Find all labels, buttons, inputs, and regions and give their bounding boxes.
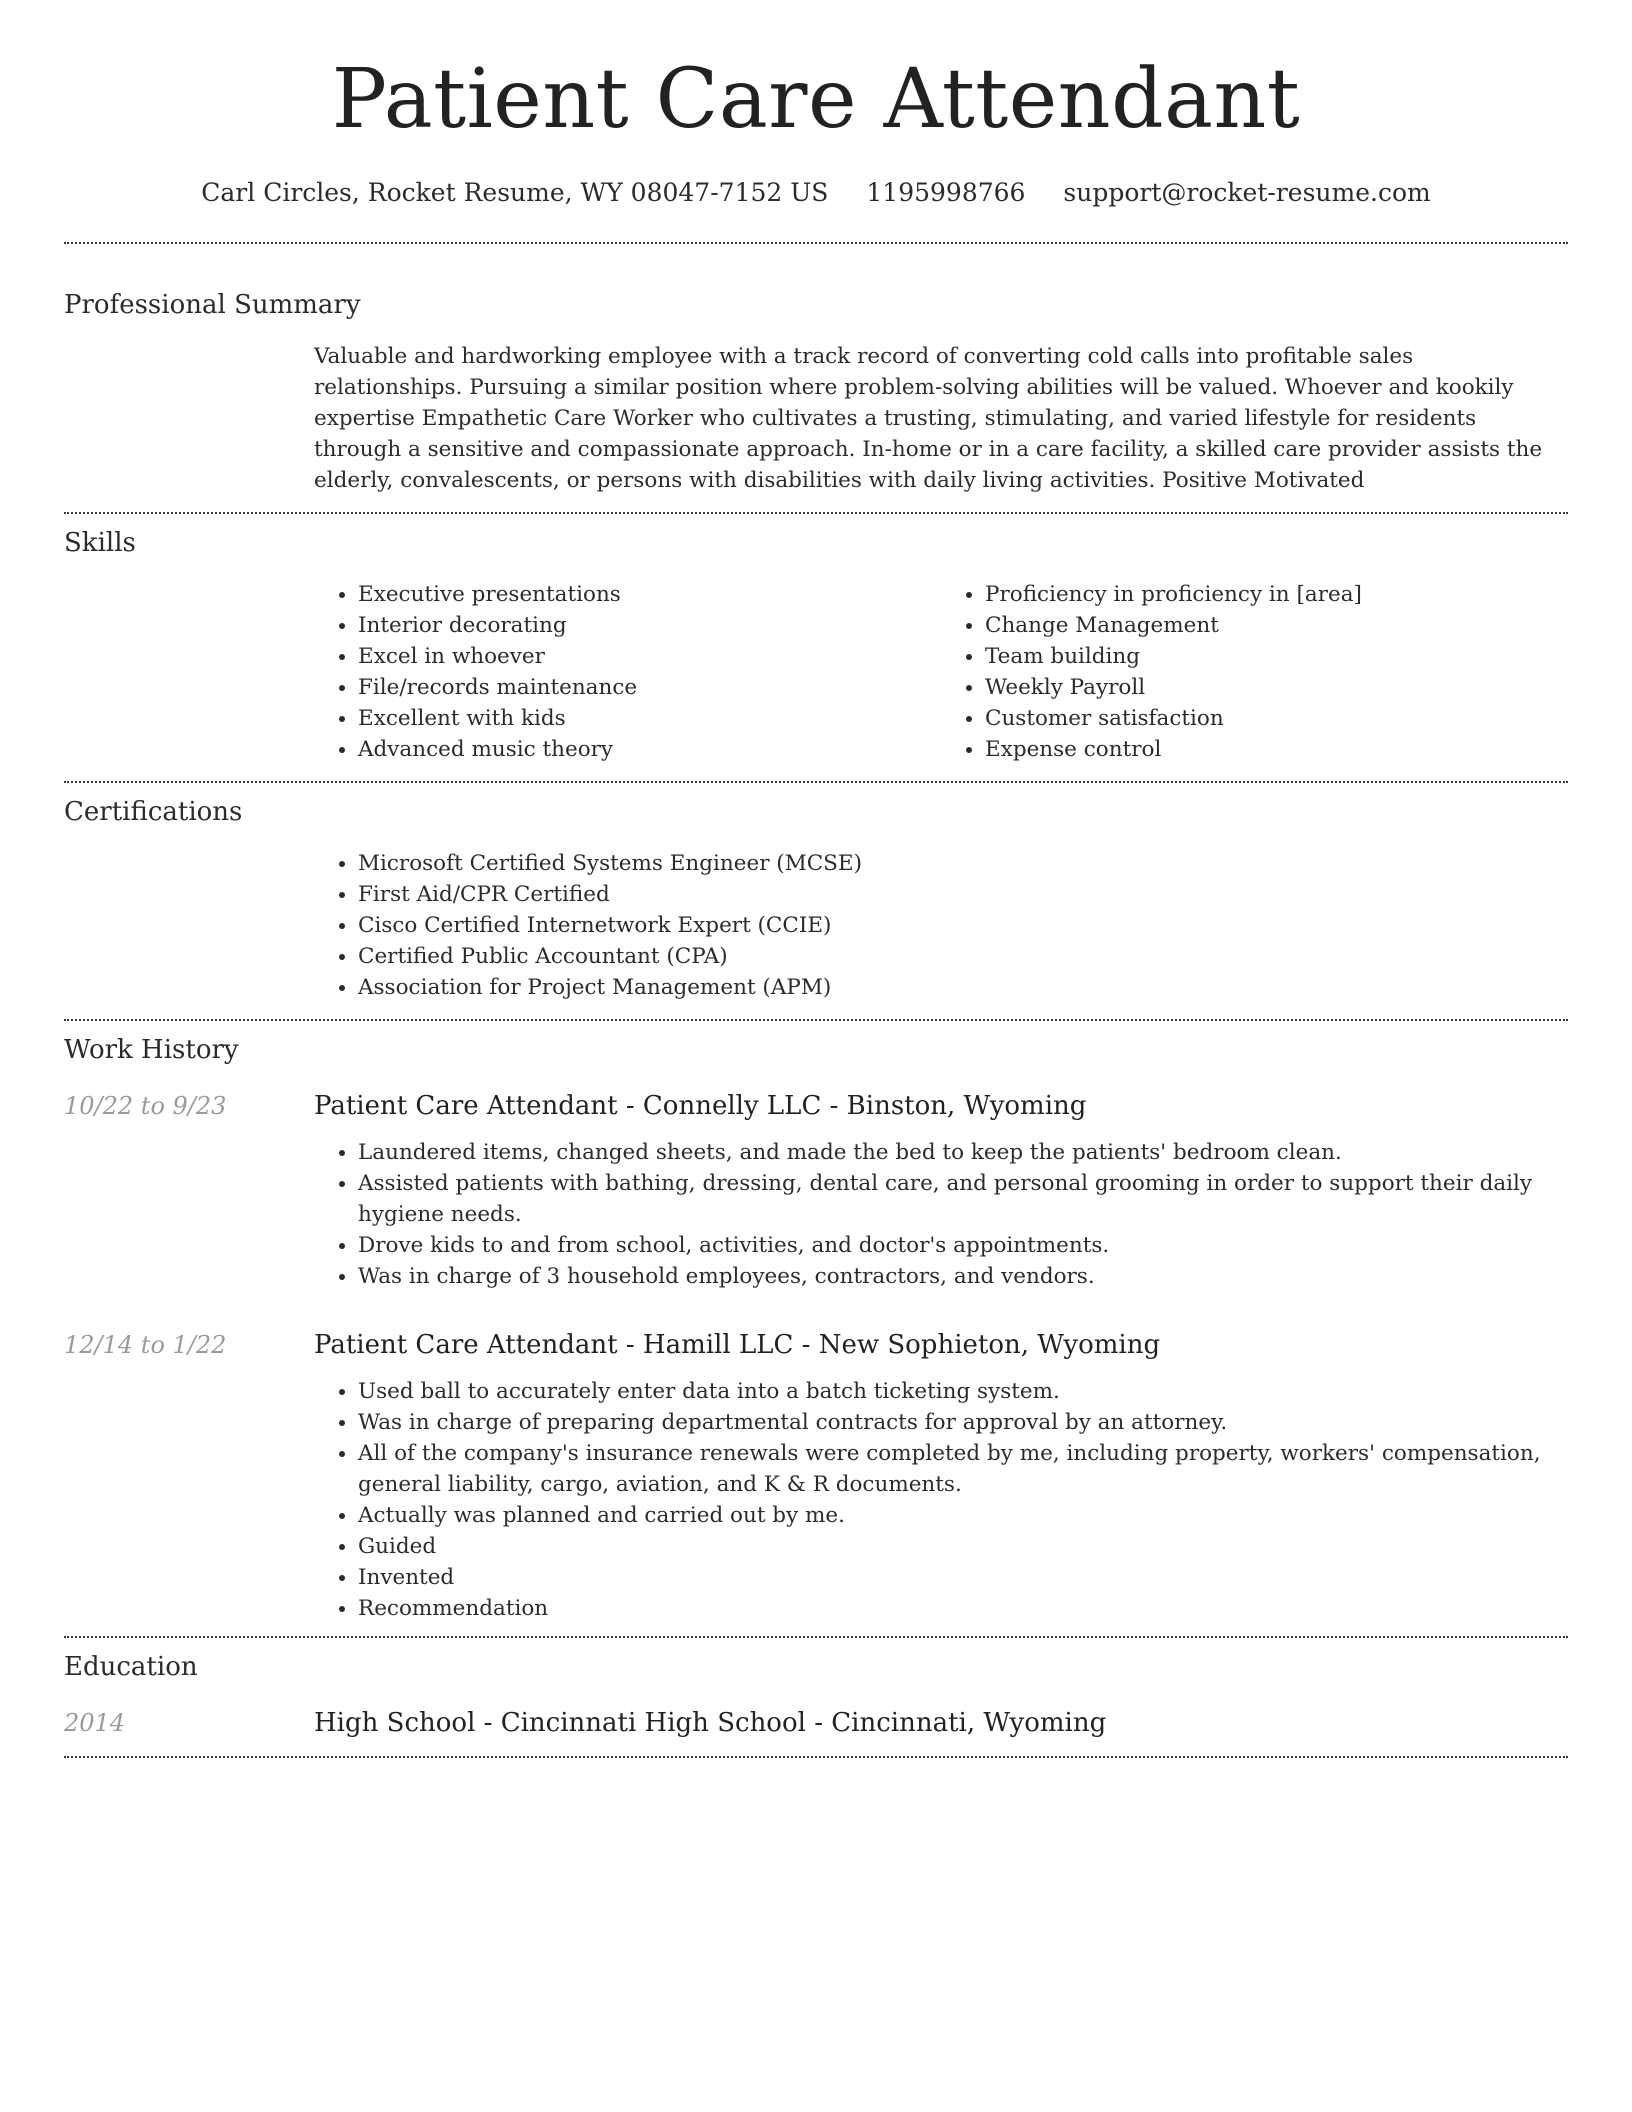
job-bullet: • Drove kids to and from school, activities, and doctor's appointments. bbox=[358, 1230, 1568, 1261]
certification-item: • Certified Public Accountant (CPA) bbox=[358, 941, 1568, 972]
candidate-name: Patient Care Attendant bbox=[331, 52, 1301, 147]
job-header bbox=[64, 1089, 1568, 1123]
job-entry bbox=[64, 1328, 1568, 1624]
job-bullet: • Used ball to accurately enter data into a batch ticketing system. bbox=[358, 1376, 1568, 1407]
education-section bbox=[64, 1638, 1568, 1756]
summary-section bbox=[64, 244, 1568, 512]
job-bullet: • Laundered items, changed sheets, and made the bed to keep the patients' bedroom clean. bbox=[358, 1137, 1568, 1168]
skill-item: • Executive presentations bbox=[358, 579, 941, 610]
certifications-list bbox=[314, 848, 1568, 1003]
job-bullet: • All of the company's insurance renewals were completed by me, including property, workers' compensation, general liability, cargo, aviation, and K & R documents. bbox=[358, 1438, 1568, 1500]
job-dates: 12/14 to 1/22 bbox=[64, 1331, 227, 1359]
certification-item: • First Aid/CPR Certified bbox=[358, 879, 1568, 910]
skills-list-right bbox=[941, 579, 1568, 765]
contact-address: Carl Circles, Rocket Resume, WY 08047-7152 US bbox=[201, 178, 829, 207]
job-bullet: • Guided bbox=[358, 1531, 1568, 1562]
certification-item: • Microsoft Certified Systems Engineer (MCSE) bbox=[358, 848, 1568, 879]
education-title: High School - Cincinnati High School - Cincinnati, Wyoming bbox=[314, 1708, 1107, 1738]
job-title: Patient Care Attendant - Connelly LLC - Binston, Wyoming bbox=[314, 1091, 1087, 1121]
section-title-summary: Professional Summary bbox=[64, 290, 361, 320]
skill-item: • Excellent with kids bbox=[358, 703, 941, 734]
job-bullets bbox=[314, 1137, 1568, 1292]
skills-section bbox=[64, 514, 1568, 781]
contact-phone: 1195998766 bbox=[866, 178, 1026, 207]
job-entry bbox=[64, 1089, 1568, 1292]
summary-content bbox=[314, 341, 1568, 496]
section-title-certifications: Certifications bbox=[64, 797, 243, 827]
job-bullet: • Was in charge of preparing departmental contracts for approval by an attorney. bbox=[358, 1407, 1568, 1438]
job-details bbox=[314, 1376, 1568, 1624]
job-header bbox=[64, 1328, 1568, 1362]
skill-item: • Advanced music theory bbox=[358, 734, 941, 765]
resume-header bbox=[64, 0, 1568, 210]
section-title-work-history: Work History bbox=[64, 1035, 239, 1065]
skill-item: • Excel in whoever bbox=[358, 641, 941, 672]
skill-item: • Customer satisfaction bbox=[985, 703, 1568, 734]
certification-item: • Association for Project Management (APM) bbox=[358, 972, 1568, 1003]
job-bullet: • Invented bbox=[358, 1562, 1568, 1593]
section-title-education: Education bbox=[64, 1652, 198, 1682]
skills-list-left bbox=[314, 579, 941, 765]
job-bullet: • Actually was planned and carried out by me. bbox=[358, 1500, 1568, 1531]
section-title-skills: Skills bbox=[64, 528, 136, 558]
skill-item: • Expense control bbox=[985, 734, 1568, 765]
skill-item: • Interior decorating bbox=[358, 610, 941, 641]
skill-item: • Change Management bbox=[985, 610, 1568, 641]
skill-item: • File/records maintenance bbox=[358, 672, 941, 703]
job-bullets bbox=[314, 1376, 1568, 1624]
job-bullet: • Assisted patients with bathing, dressing, dental care, and personal grooming in order to support their daily hygiene needs. bbox=[358, 1168, 1568, 1230]
skill-item: • Team building bbox=[985, 641, 1568, 672]
certifications-content bbox=[314, 848, 1568, 1003]
skill-item: • Proficiency in proficiency in [area] bbox=[985, 579, 1568, 610]
job-bullet: • Was in charge of 3 household employees, contractors, and vendors. bbox=[358, 1261, 1568, 1292]
certification-item: • Cisco Certified Internetwork Expert (CCIE) bbox=[358, 910, 1568, 941]
job-title: Patient Care Attendant - Hamill LLC - New Sophieton, Wyoming bbox=[314, 1330, 1161, 1360]
education-dates: 2014 bbox=[64, 1709, 126, 1737]
job-details bbox=[314, 1137, 1568, 1292]
job-dates: 10/22 to 9/23 bbox=[64, 1092, 227, 1120]
contact-line bbox=[64, 176, 1568, 210]
summary-text: Valuable and hardworking employee with a track record of converting cold calls into profitable sales relationships. Pursuing a similar position where problem-solving abilities will be valued. Whoever and kookily expertise Empathetic Care Worker who cultivates a trusting, stimulating, and varied lifestyle for residents through a sensitive and compassionate approach. In-home or in a care facility, a skilled care provider assists the elderly, convalescents, or persons with disabilities with daily living activities. Positive Motivated bbox=[314, 344, 1543, 493]
job-bullet: • Recommendation bbox=[358, 1593, 1568, 1624]
divider bbox=[64, 1756, 1568, 1758]
certifications-section bbox=[64, 783, 1568, 1019]
education-header bbox=[64, 1706, 1568, 1740]
contact-email: support@rocket-resume.com bbox=[1063, 178, 1431, 207]
skill-item: • Weekly Payroll bbox=[985, 672, 1568, 703]
skills-content bbox=[314, 579, 1568, 765]
work-history-section bbox=[64, 1021, 1568, 1636]
education-entry bbox=[64, 1706, 1568, 1740]
